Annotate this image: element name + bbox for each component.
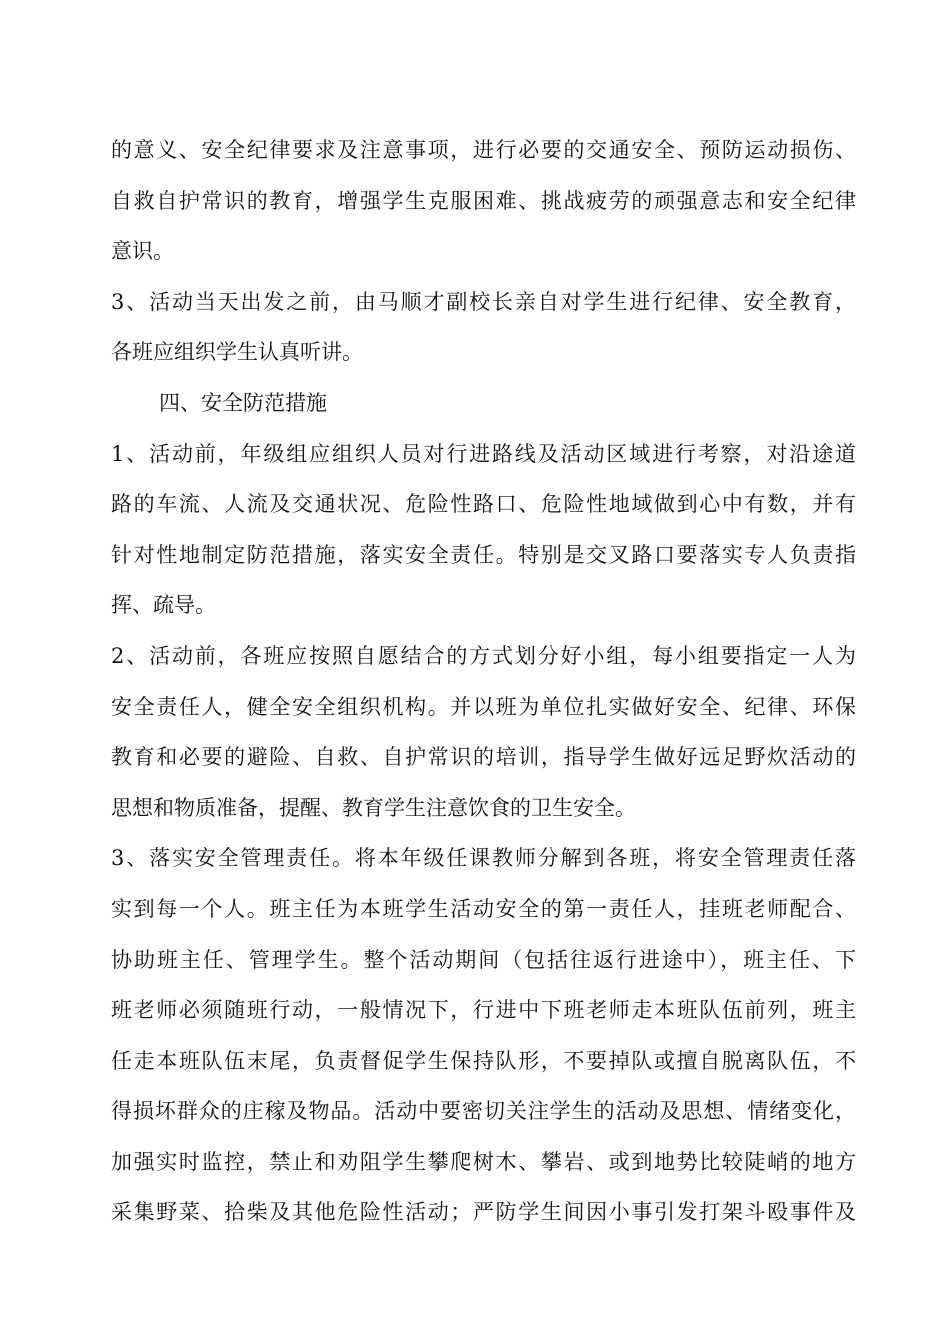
- text-line: 得损坏群众的庄稼及物品。活动中要密切关注学生的活动及思想、情绪变化，: [111, 1099, 856, 1124]
- text-line: 加强实时监控，禁止和劝阻学生攀爬树木、攀岩、或到地势比较陡峭的地方: [111, 1149, 856, 1174]
- text-line: 意识。: [111, 239, 174, 264]
- text-line: 思想和物质准备，提醒、教育学生注意饮食的卫生安全。: [111, 795, 636, 820]
- text-line: 采集野菜、拾柴及其他危险性活动；严防学生间因小事引发打架斗殴事件及: [111, 1200, 856, 1225]
- text-line: 安全责任人，健全安全组织机构。并以班为单位扎实做好安全、纪律、环保: [111, 694, 856, 719]
- text-line: 路的车流、人流及交通状况、危险性路口、危险性地域做到心中有数，并有: [111, 492, 856, 517]
- text-line: 实到每一个人。班主任为本班学生活动安全的第一责任人，挂班老师配合、: [111, 896, 856, 921]
- text-line: 教育和必要的避险、自救、自护常识的培训，指导学生做好远足野炊活动的: [111, 745, 856, 770]
- text-line: 3、活动当天出发之前，由马顺才副校长亲自对学生进行纪律、安全教育，: [111, 289, 856, 314]
- section-heading: 四、安全防范措施: [159, 390, 327, 415]
- text-line: 针对性地制定防范措施，落实安全责任。特别是交叉路口要落实专人负责指: [111, 542, 856, 567]
- text-line: 2、活动前，各班应按照自愿结合的方式划分好小组，每小组要指定一人为: [111, 643, 856, 668]
- text-line: 1、活动前，年级组应组织人员对行进路线及活动区域进行考察，对沿途道: [111, 441, 856, 466]
- text-line: 各班应组织学生认真听讲。: [111, 340, 363, 365]
- text-line: 任走本班队伍末尾，负责督促学生保持队形，不要掉队或擅自脱离队伍，不: [111, 1048, 856, 1073]
- text-line: 协助班主任、管理学生。整个活动期间（包括往返行进途中），班主任、下: [111, 947, 856, 972]
- text-line: 自救自护常识的教育，增强学生克服困难、挑战疲劳的顽强意志和安全纪律: [111, 188, 856, 213]
- text-line: 挥、疏导。: [111, 593, 216, 618]
- text-line: 班老师必须随班行动，一般情况下，行进中下班老师走本班队伍前列，班主: [111, 998, 856, 1023]
- text-line: 3、落实安全管理责任。将本年级任课教师分解到各班，将安全管理责任落: [111, 846, 856, 871]
- document-body: [111, 125, 856, 1238]
- text-line: 的意义、安全纪律要求及注意事项，进行必要的交通安全、预防运动损伤、: [111, 138, 856, 162]
